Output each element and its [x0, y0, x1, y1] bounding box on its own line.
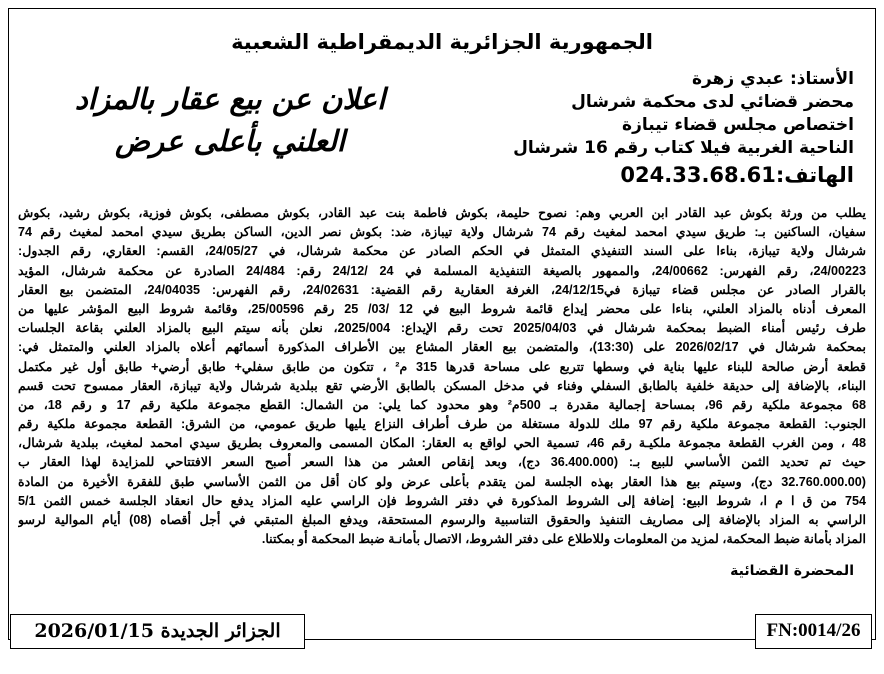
body-line: 24/00223، رقم الفهرس: 24/00662، والممهور بالصيغة التنفيذية المسلمة في 24 /24/12 رقم: 24/484 الصادرة عن محكمة شرشال، المؤيد — [18, 263, 866, 278]
body-line: 48 ، ومن الغرب القطعة مجموعة ملكيـة رقم 46، تسمية الحي لواقع به العقار: المكان المسمى والمعروف بطريق سيدي امحمد لمغيث، ببلدية شرشال، — [18, 436, 866, 451]
body-line: الجنوب: القطعة مجموعة ملكية رقم 97 ملك للدولة مستغلة من طرف أطراف النزاع يليها طريق عمومي، من الشرق: القطعة مجموعة ملكية رقم — [18, 417, 866, 432]
body-line: طرف رئيس أمناء الضبط بمحكمة شرشال في 2025/04/03 تحت رقم الإيداع: 2025/004، نعلن بأنه سيتم البيع بالمزاد العلني بقاعة الجلسات — [18, 321, 866, 336]
bailiff-office-block — [513, 68, 854, 188]
bailiff-role: محضر قضائي لدى محكمة شرشال — [571, 92, 854, 112]
bailiff-phone: الهاتف:024.33.68.61 — [620, 163, 854, 187]
notice-body — [18, 204, 866, 549]
body-line: المعرف أدناه بالمزاد العلني، بناءا على محضر إيداع قائمة شروط البيع في 12 /03/ 25 رقم 25/00596، وقائمة شروط البيع المؤشر عليها من — [18, 301, 866, 316]
body-line: 754 من ق ا م ا، شروط البيع: إضافة إلى الشروط المذكورة في دفتر الشروط فإن الراسي عليه المزاد يدفع حال انعقاد الجلسة خمس الثمن 5/1 — [18, 493, 866, 508]
notice-heading-line-2: العلني بأعلى عرض — [115, 124, 345, 158]
bailiff-address: الناحية الغربية فيلا كتاب رقم 16 شرشال — [513, 138, 854, 158]
body-line: 68 مجموعة ملكية رقم 96، بمساحة إجمالية مقدرة بـ 500م² وهو محدود كما يلي: من الشمال: القطع مجموعة ملكية رقم 17 و رقم 18، من — [18, 397, 866, 412]
body-line: بالقرار الصادر عن مجلس قضاء تيبازة في24/12/15، الغرفة العقارية رقم القضية: 24/02631، رقم الفهرس: 24/04035، المتضمن بيع العقار — [18, 282, 866, 297]
body-line: البناء، بالإضافة إلى حديقة خلفية بالطابق السفلي وفناء في مدخل المسكن بالطابق الأرضي تقع ببلدية شرشال ولاية تيبازة، العقار ممسوح تحت قسم — [18, 378, 866, 393]
bailiff-name: الأستاذ: عبدي زهرة — [691, 69, 854, 89]
body-line: حيث تم تحديد الثمن الأساسي للبيع بـ: (36.400.000 دج)، وبعد إنقاص العشر من هذا السعر أصبح السعر الافتتاحي للمزايدة لهذا العقار ب — [18, 455, 866, 470]
reference-number-box: FN:0014/26 — [755, 614, 872, 649]
publication-date-box: الجزائر الجديدة 2026/01/15 — [10, 614, 305, 649]
notice-heading-line-1: اعلان عن بيع عقار بالمزاد — [74, 82, 386, 116]
body-line: يطلب من ورثة بكوش عبد القادر ابن العربي وهم: نصوح حليمة، بكوش فاطمة بنت عبد القادر، بكوش مصطفى، بكوش فوزية، بكوش رشيد، بكوش — [18, 206, 866, 220]
notice-heading — [20, 78, 440, 162]
body-line: سفيان، الساكنين بـ: طريق سيدي امحمد لمغيث رقم 74 شرشال ولاية تيبازة، ضد: بكوش نصر الدين، الساكن بطريق سيدي امحمد لمغيث رقم 74 — [18, 225, 866, 240]
signature: المحضرة القضائية — [730, 563, 854, 579]
body-line: المزاد بأمانة ضبط المحكمة، لمزيد من المعلومات وللاطلاع على دفتر الشروط، الاتصال بأمانـة ضبط المحكمة أو بمكتنا. — [261, 532, 866, 547]
body-line: شرشال ولاية تيبازة، بناءا على السند التنفيذي المتمثل في الحكم الصادر عن محكمة شرشال، في 24/05/27، القسم: العقاري، رقم الجدول: — [18, 244, 866, 259]
body-line: الراسي به المزاد بالإضافة إلى مصاريف التنفيذ والحقوق التناسبية والرسوم المستحقة، ويدفع المبلغ المتبقي في أجل أقصاه (08) أيام الموالية لرسو — [18, 513, 866, 527]
page-title: الجمهورية الجزائرية الديمقراطية الشعبية — [231, 30, 653, 54]
body-line: قطعة أرض صالحة للبناء عليها بناية في وسطها تتربع على مساحة قدرها 315 م² ، تتكون من طابق سفلي+ طابق أرضي+ طابق أول غير مكتمل — [18, 359, 866, 374]
bailiff-jurisdiction: اختصاص مجلس قضاء تيبازة — [622, 115, 854, 135]
body-line: (32.760.000.00 دج)، وسيتم بيع هذا العقار بهذه الجلسة لمن يتقدم بأعلى عرض ولو كان أقل من الثمن الأساسي طبق للفقرة الأخيرة من المادة — [18, 474, 866, 489]
body-line: بمحكمة شرشال في 2026/02/17 على (13:30)، والمتضمن بيع العقار المشاع بين الأطراف المذكورة أسمائهم أعلاه بالمزاد العلني والمتمثل في: — [18, 340, 866, 355]
